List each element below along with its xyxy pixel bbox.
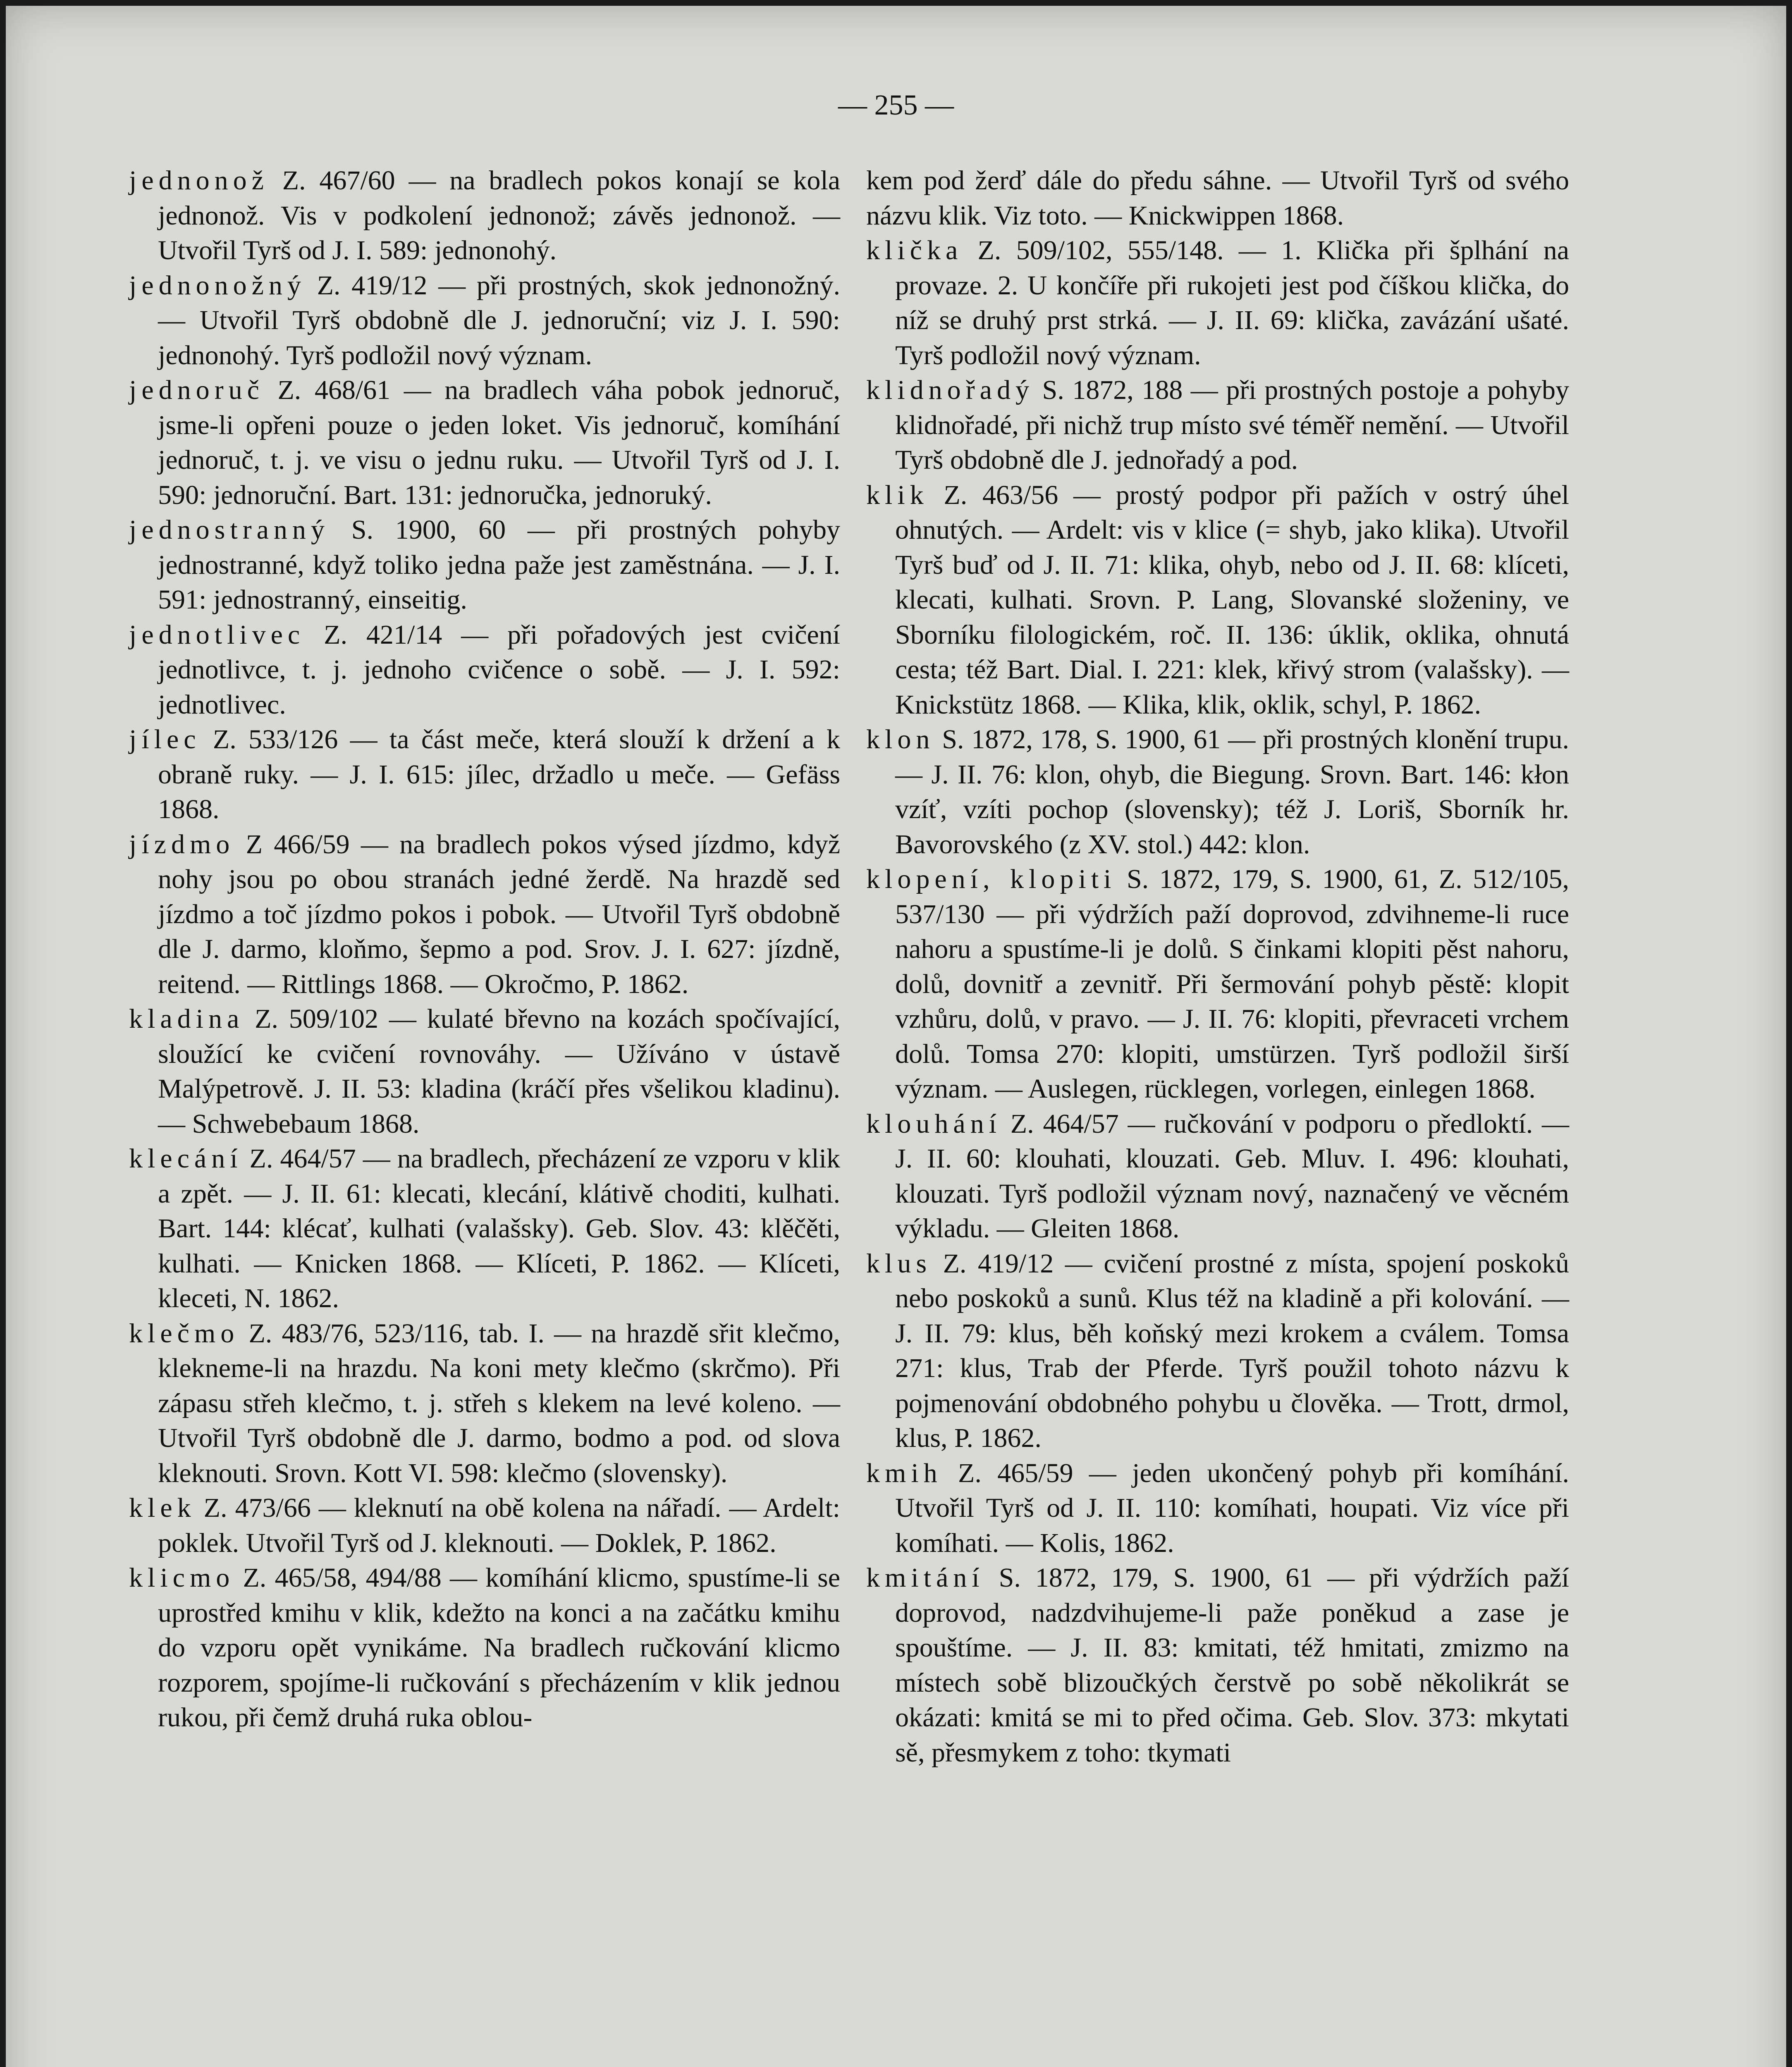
entry-text: Z. 464/57 — ručkování v podporu o předloktí. — J. II. 60: klouhati, klouzati. Geb. Mluv. I. 496: klouhati, klouzati. Tyrš podložil význam nový, naznačený ve věcném výkladu. — Gleiten 1868. [895,1108,1569,1244]
entry-text: Z. 483/76, 523/116, tab. I. — na hrazdě sřit klečmo, klekneme-li na hrazdu. Na koni mety klečmo (skrčmo). Při zápasu střeh klečmo, t. j. střeh s klekem na levé koleno. — Utvořil Tyrš obdobně dle J. darmo, bodmo a pod. od slova kleknouti. Srovn. Kott VI. 598: klečmo (slovensky). [158,1318,840,1488]
entry-headword: jednostranný [129,515,330,545]
dictionary-entry [866,1107,1569,1246]
entry-text: Z. 509/102, 555/148. — 1. Klička při šplhání na provaze. 2. U končíře při rukojeti jest pod číškou klička, do níž se druhý prst strká. — J. II. 69: klička, zavázání ušaté. Tyrš podložil nový význam. [895,235,1569,370]
dictionary-entry [866,1561,1569,1770]
entry-headword: klik [866,480,929,510]
entry-text: Z. 465/58, 494/88 — komíhání klicmo, spustíme-li se uprostřed kmihu v klik, kdežto na konci a na začátku kmihu do vzporu opět vynikáme. Na bradlech ručkování klicmo rozporem, spojíme-li ručkování s přecházením v klik jednou rukou, při čemž druhá ruka oblou- [158,1563,840,1733]
dictionary-entry [129,373,840,513]
entry-text: Z 466/59 — na bradlech pokos výsed jízdmo, když nohy jsou po obou stranách jedné žerdě. Na hrazdě sed jízdmo a toč jízdmo pokos i pobok. — Utvořil Tyrš obdobně dle J. darmo, kloňmo, šepmo a pod. Srov. J. I. 627: jízdně, reitend. — Rittlings 1868. — Okročmo, P. 1862. [158,829,840,999]
entry-headword: kmih [866,1458,942,1488]
entry-headword: klopení, klopiti [866,864,1116,894]
entry-headword: klecání [129,1143,243,1174]
entry-text: Z. 533/126 — ta část meče, která slouží k držení a k obraně ruky. — J. I. 615: jílec, držadlo u meče. — Gefäss 1868. [158,724,840,824]
entry-text: Z. 464/57 — na bradlech, přecházení ze vzporu v klik a zpět. — J. II. 61: klecati, klecání, klátivě choditi, kulhati. Bart. 144: klécať, kulhati (valašsky). Geb. Slov. 43: klěčěti, kulhati. — Knicken 1868. — Klíceti, P. 1862. — Klíceti, kleceti, N. 1862. [158,1143,840,1313]
entry-text: Z. 509/102 — kulaté břevno na kozách spočívající, sloužící ke cvičení rovnováhy. — Užíváno v ústavě Malýpetrově. J. II. 53: kladina (kráčí přes všelikou kladinu). — Schwebebaum 1868. [158,1004,840,1139]
dictionary-entry [866,1246,1569,1456]
entry-headword: klon [866,724,935,754]
entry-headword: klidnořadý [866,375,1034,405]
dictionary-entry [129,513,840,618]
entry-headword: jílec [129,724,201,754]
dictionary-entry [129,1316,840,1491]
dictionary-entry [866,1456,1569,1561]
dictionary-entry [866,373,1569,478]
entry-headword: kmitání [866,1563,984,1593]
entry-headword: klouhání [866,1108,1001,1139]
entry-text: kem pod žerď dále do předu sáhne. — Utvořil Tyrš od svého názvu klik. Viz toto. — Knickwippen 1868. [866,165,1569,231]
entry-headword: klus [866,1248,932,1279]
dictionary-entry [129,827,840,1002]
entry-text: Z. 419/12 — cvičení prostné z místa, spojení poskoků nebo poskoků a sunů. Klus též na kladině a při kolování. — J. II. 79: klus, běh koňský mezi krokem a cválem. Tomsa 271: klus, Trab der Pferde. Tyrš použil tohoto názvu k pojmenování obdobného pohybu u člověka. — Trott, drmol, klus, P. 1862. [895,1248,1569,1453]
page-number: — 255 — [838,89,954,121]
entry-headword: klečmo [129,1318,239,1349]
entry-headword: klicmo [129,1563,235,1593]
dictionary-entry [129,1002,840,1141]
dictionary-entry [866,862,1569,1107]
entry-headword: kladina [129,1004,244,1034]
dictionary-entry-continuation [866,163,1569,233]
entry-text: S. 1872, 179, S. 1900, 61, Z. 512/105, 537/130 — při výdržích paží doprovod, zdvihneme-li ruce nahoru a spustíme-li je dolů. S činkami klopiti pěst nahoru, dolů, dovnitř a zevnitř. Při šermování pohyb pěstě: klopit vzhůru, dolů, v pravo. — J. II. 76: klopiti, převraceti vrchem dolů. Tomsa 270: klopiti, umstürzen. Tyrš podložil širší význam. — Auslegen, rücklegen, vorlegen, einlegen 1868. [895,864,1569,1104]
entry-headword: klek [129,1493,196,1523]
entry-text: Z. 421/14 — při pořadových jest cvičení jednotlivce, t. j. jednoho cvičence o sobě. — J. I. 592: jednotlivec. [158,619,840,720]
entry-headword: klička [866,235,963,265]
left-column [129,163,840,1735]
entry-text: Z. 468/61 — na bradlech váha pobok jednoruč, jsme-li opřeni pouze o jeden loket. Vis jednoruč, komíhání jednoruč, t. j. ve visu o jednu ruku. — Utvořil Tyrš od J. I. 590: jednoruční. Bart. 131: jednoručka, jednoruký. [158,375,840,510]
entry-text: S. 1900, 60 — při prostných pohyby jednostranné, když toliko jedna paže jest zaměstnána. — J. I. 591: jednostranný, einseitig. [158,515,840,615]
entry-text: Z. 467/60 — na bradlech pokos konají se kola jednonož. Vis v podkolení jednonož; závěs jednonož. — Utvořil Tyrš od J. I. 589: jednonohý. [158,165,840,265]
entry-headword: jednoruč [129,375,264,405]
dictionary-entry [129,1561,840,1735]
dictionary-entry [129,618,840,723]
dictionary-entry [129,1141,840,1316]
entry-text: S. 1872, 188 — při prostných postoje a pohyby klidnořadé, při nichž trup místo své téměř nemění. — Utvořil Tyrš obdobně dle J. jednořadý a pod. [895,375,1569,475]
entry-headword: jednonož [129,165,269,196]
dictionary-entry [866,722,1569,862]
right-column [866,163,1569,1770]
entry-text: S. 1872, 179, S. 1900, 61 — při výdržích paží doprovod, nadzdvihujeme-li paže poněkud a zase je spouštíme. — J. II. 83: kmitati, též hmitati, zmizmo na místech sobě blizoučkých čerstvě po sobě několikrát se okázati: kmitá se mi to před očima. Geb. Slov. 373: mkytati sě, přesmykem z toho: tkymati [895,1563,1569,1768]
dictionary-entry [129,722,840,827]
dictionary-entry [129,1491,840,1561]
dictionary-entry [129,268,840,373]
entry-headword: jednonožný [129,270,306,301]
dictionary-entry [866,233,1569,373]
entry-text: Z. 463/56 — prostý podpor při pažích v ostrý úhel ohnutých. — Ardelt: vis v klice (= shyb, jako klika). Utvořil Tyrš buď od J. II. 71: klika, ohyb, nebo od J. II. 68: klíceti, klecati, kulhati. Srovn. P. Lang, Slovanské složeniny, ve Sborníku filologickém, roč. II. 136: úklik, oklika, ohnutá cesta; též Bart. Dial. I. 221: klek, křivý strom (valašsky). — Knickstütz 1868. — Klika, klik, oklik, schyl, P. 1862. [895,480,1569,720]
entry-headword: jednotlivec [129,619,305,650]
dictionary-entry [129,163,840,268]
entry-text: Z. 473/66 — kleknutí na obě kolena na nářadí. — Ardelt: poklek. Utvořil Tyrš od J. kleknouti. — Doklek, P. 1862. [158,1493,840,1558]
entry-headword: jízdmo [129,829,235,859]
dictionary-entry [866,478,1569,723]
entry-text: Z. 419/12 — při prostných, skok jednonožný. — Utvořil Tyrš obdobně dle J. jednoruční; viz J. I. 590: jednonohý. Tyrš podložil nový význam. [158,270,840,370]
entry-text: S. 1872, 178, S. 1900, 61 — při prostných klonění trupu. — J. II. 76: klon, ohyb, die Biegung. Srovn. Bart. 146: kłon vzíť, vzíti pochop (slovensky); též J. Loriš, Sborník hr. Bavorovského (z XV. stol.) 442: klon. [895,724,1569,859]
entry-text: Z. 465/59 — jeden ukončený pohyb při komíhání. Utvořil Tyrš od J. II. 110: komíhati, houpati. Viz více při komíhati. — Kolis, 1862. [895,1458,1569,1558]
